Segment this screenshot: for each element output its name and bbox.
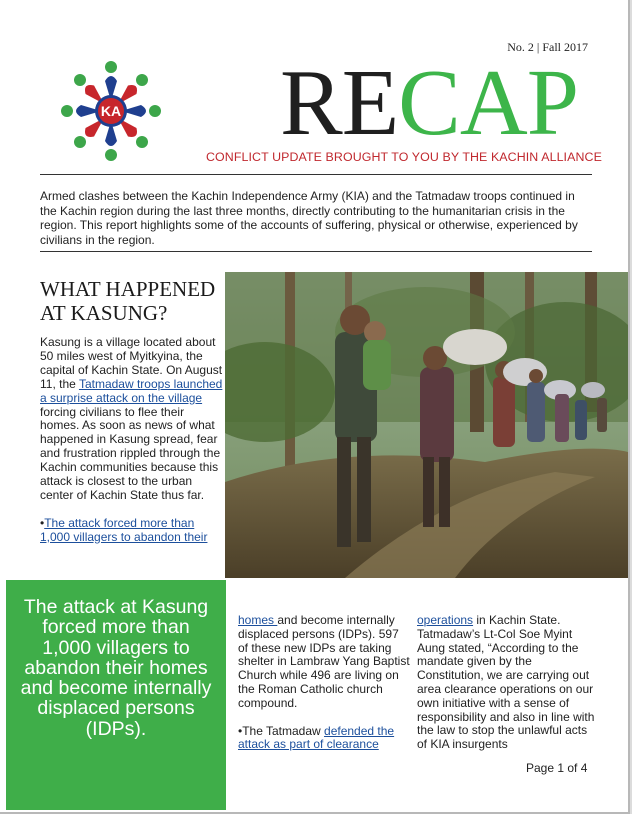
kachin-alliance-logo (58, 58, 164, 164)
logo-text: KA (100, 103, 122, 119)
article-column-3 (417, 614, 595, 752)
pull-quote (6, 580, 226, 810)
article-paragraph-2: •The attack forced more than 1,000 villagers to abandon their (40, 515, 208, 544)
villagers-displaced-link[interactable]: The attack forced more than 1,000 villagers to abandon their (40, 515, 208, 544)
article-column-2 (238, 614, 410, 752)
pull-quote-text: The attack at Kasung forced more than 1,000 villagers to abandon their homes and become internally displaced persons (IDPs). (20, 596, 212, 740)
displaced-villagers-photo (225, 272, 628, 578)
page-number: Page 1 of 4 (526, 761, 588, 775)
intro-divider (40, 251, 592, 252)
masthead-title (280, 51, 578, 155)
masthead-subtitle: CONFLICT UPDATE BROUGHT TO YOU BY THE KACHIN ALLIANCE (206, 150, 602, 164)
defended-attack-link[interactable]: defended the attack as part of clearance (238, 723, 395, 752)
article-paragraph-1: Kasung is a village located about 50 miles west of Myitkyina, the capital of Kachin State. On August 11, the Tatmadaw troops launched a surprise attack on the village forcing civilians to flee their homes. As soon as news of what happened in Kasung spread, fear and frustration rippled through the Kachin communities because this attack is closest to the urban center of Kachin State thus far. (40, 335, 223, 502)
top-divider (40, 174, 592, 175)
article-paragraph-3: homes and become internally displaced persons (IDPs). 597 of these new IDPs are taking shelter in Lambraw Yang Baptist Church while 496 are living on the Roman Catholic church compound. (238, 613, 410, 710)
title-dark-part: RE (280, 51, 399, 155)
homes-link[interactable]: homes (238, 613, 278, 627)
article-heading: WHAT HAPPENED AT KASUNG? (40, 277, 216, 325)
intro-paragraph: Armed clashes between the Kachin Independence Army (KIA) and the Tatmadaw troops continued in the Kachin region during the last three months, directly contributing to the humanitarian crisis in the region. This report highlights some of the accounts of suffering, physical or otherwise, experienced by civilians in the region. (40, 189, 578, 247)
title-green-part: CAP (398, 51, 578, 155)
issue-number: No. 2 | Fall 2017 (507, 40, 588, 54)
article-column-1 (40, 336, 224, 545)
operations-link[interactable]: operations (417, 613, 474, 627)
surprise-attack-link[interactable]: Tatmadaw troops launched a surprise attack on the village (40, 376, 223, 405)
article-paragraph-4: •The Tatmadaw defended the attack as part of clearance (238, 723, 395, 752)
article-paragraph-5: operations in Kachin State. Tatmadaw’s Lt-Col Soe Myint Aung stated, “According to the mandate given by the Constitution, we are carrying out area clearance operations on our own initiative with a sense of responsibility and also in line with the law to stop the unlawful acts of KIA insurgents (417, 613, 595, 752)
